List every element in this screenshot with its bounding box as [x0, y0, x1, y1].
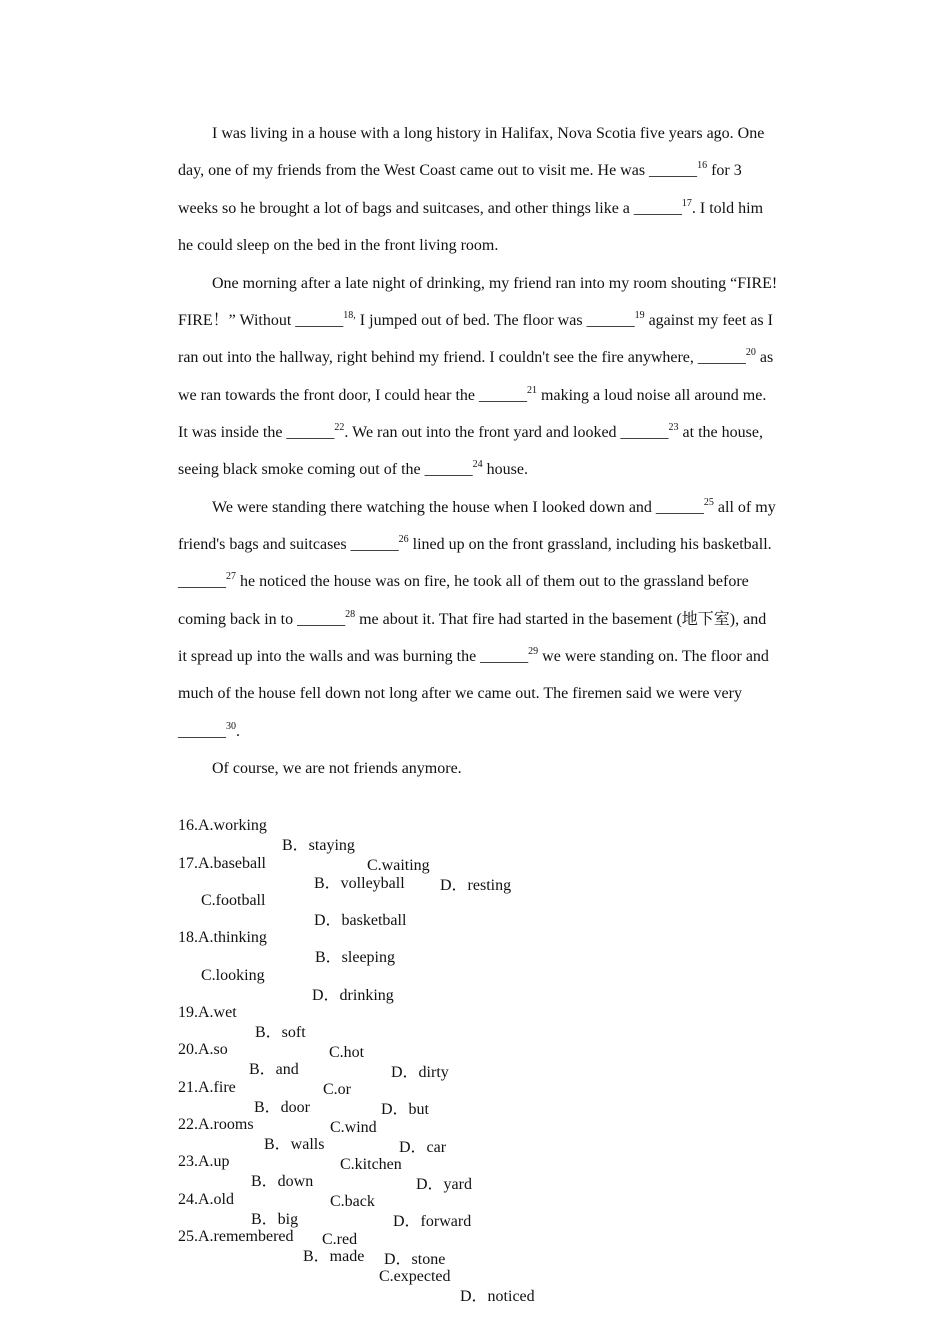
option-d: D．resting [440, 877, 512, 894]
passage-line: ______$^{30}$. [178, 720, 240, 740]
passage-line: I was living in a house with a long history in Halifax, Nova Scotia five years ago. One [212, 125, 765, 142]
passage-line: ran out into the hallway, right behind my friend. I couldn't see the fire anywhere, ______$^{20}$ as [178, 346, 774, 366]
option-d: D．but [381, 1101, 430, 1118]
passage-line: he could sleep on the bed in the front living room. [178, 237, 499, 254]
option-b: B．soft [255, 1024, 306, 1041]
blank-number: 26 [398, 533, 409, 545]
option-d: D．noticed [460, 1288, 535, 1305]
option-d: D．yard [416, 1176, 472, 1193]
passage-line: weeks so he brought a lot of bags and suitcases, and other things like a ______$^{17}$. I told him [178, 197, 764, 217]
option-a: 19.A.wet [178, 1004, 237, 1021]
option-c: C.expected [379, 1268, 451, 1285]
passage-line: We were standing there watching the house when I looked down and ______$^{25}$ all of my [212, 496, 776, 516]
blank-number: 17 [681, 197, 692, 209]
option-a: 25.A.remembered [178, 1228, 294, 1245]
passage-line: ______$^{27}$ he noticed the house was on fire, he took all of them out to the grassland before [178, 570, 749, 590]
passage-line: It was inside the ______$^{22}$. We ran out into the front yard and looked ______$^{23}$ at the house, [178, 421, 763, 441]
option-c: C.hot [329, 1044, 365, 1061]
option-a: 16.A.working [178, 817, 267, 834]
option-c: C.looking [201, 967, 265, 984]
option-d: D．forward [393, 1213, 472, 1230]
option-b: B．sleeping [315, 949, 395, 966]
option-b: B．door [254, 1099, 311, 1116]
passage-line: much of the house fell down not long after we came out. The firemen said we were very [178, 685, 742, 702]
blank-number: 22 [334, 421, 345, 433]
passage-line: One morning after a late night of drinking, my friend ran into my room shouting “FIRE! [212, 275, 778, 292]
option-c: C.waiting [367, 857, 430, 874]
option-b: B．big [251, 1211, 299, 1228]
blank-number: 18, [343, 309, 356, 321]
option-b: B．and [249, 1061, 299, 1078]
passage-line: coming back in to ______$^{28}$ me about it. That fire had started in the basement (地下室), and [178, 608, 767, 628]
option-a: 18.A.thinking [178, 929, 267, 946]
option-c: C.red [322, 1231, 358, 1248]
blank-number: 30 [226, 720, 236, 732]
option-c: C.kitchen [340, 1156, 402, 1173]
option-c: C.football [201, 892, 266, 909]
option-b: B．staying [282, 837, 355, 854]
blank-number: 27 [226, 570, 236, 582]
blank-number: 21 [527, 384, 538, 396]
option-d: D．drinking [312, 987, 394, 1004]
option-c: C.or [323, 1081, 351, 1098]
option-a: 23.A.up [178, 1153, 230, 1170]
passage-line: Of course, we are not friends anymore. [212, 760, 462, 777]
passage-line: we ran towards the front door, I could hear the ______$^{21}$ making a loud noise all around me. [178, 384, 767, 404]
option-b: B．volleyball [314, 875, 405, 892]
option-d: D．basketball [314, 912, 407, 929]
option-c: C.back [330, 1193, 375, 1210]
blank-number: 16 [697, 159, 708, 171]
blank-number: 20 [745, 346, 756, 358]
option-a: 17.A.baseball [178, 855, 266, 872]
option-d: D．car [399, 1139, 447, 1156]
blank-number: 25 [703, 496, 714, 508]
option-a: 21.A.fire [178, 1079, 236, 1096]
passage-line: day, one of my friends from the West Coast came out to visit me. He was ______$^{16}$ for 3 [178, 159, 742, 179]
blank-number: 19 [634, 309, 645, 321]
option-a: 22.A.rooms [178, 1116, 254, 1133]
blank-number: 23 [668, 421, 679, 433]
option-b: B．walls [264, 1136, 325, 1153]
passage-line: FIRE！” Without ______$^{18,}$ I jumped out of bed. The floor was ______$^{19}$ against my feet as I [178, 309, 773, 329]
option-b: B．made [303, 1248, 365, 1265]
option-a: 20.A.so [178, 1041, 228, 1058]
passage-line: friend's bags and suitcases ______$^{26}$ lined up on the front grassland, including his basketball. [178, 533, 772, 553]
passage-line: it spread up into the walls and was burning the ______$^{29}$ we were standing on. The floor and [178, 645, 769, 665]
option-d: D．dirty [391, 1064, 449, 1081]
option-d: D．stone [384, 1251, 446, 1268]
option-b: B．down [251, 1173, 314, 1190]
blank-number: 29 [528, 645, 539, 657]
passage-line: seeing black smoke coming out of the ______$^{24}$ house. [178, 458, 528, 478]
option-c: C.wind [330, 1119, 377, 1136]
blank-number: 28 [345, 608, 356, 620]
option-a: 24.A.old [178, 1191, 234, 1208]
blank-number: 24 [472, 458, 483, 470]
